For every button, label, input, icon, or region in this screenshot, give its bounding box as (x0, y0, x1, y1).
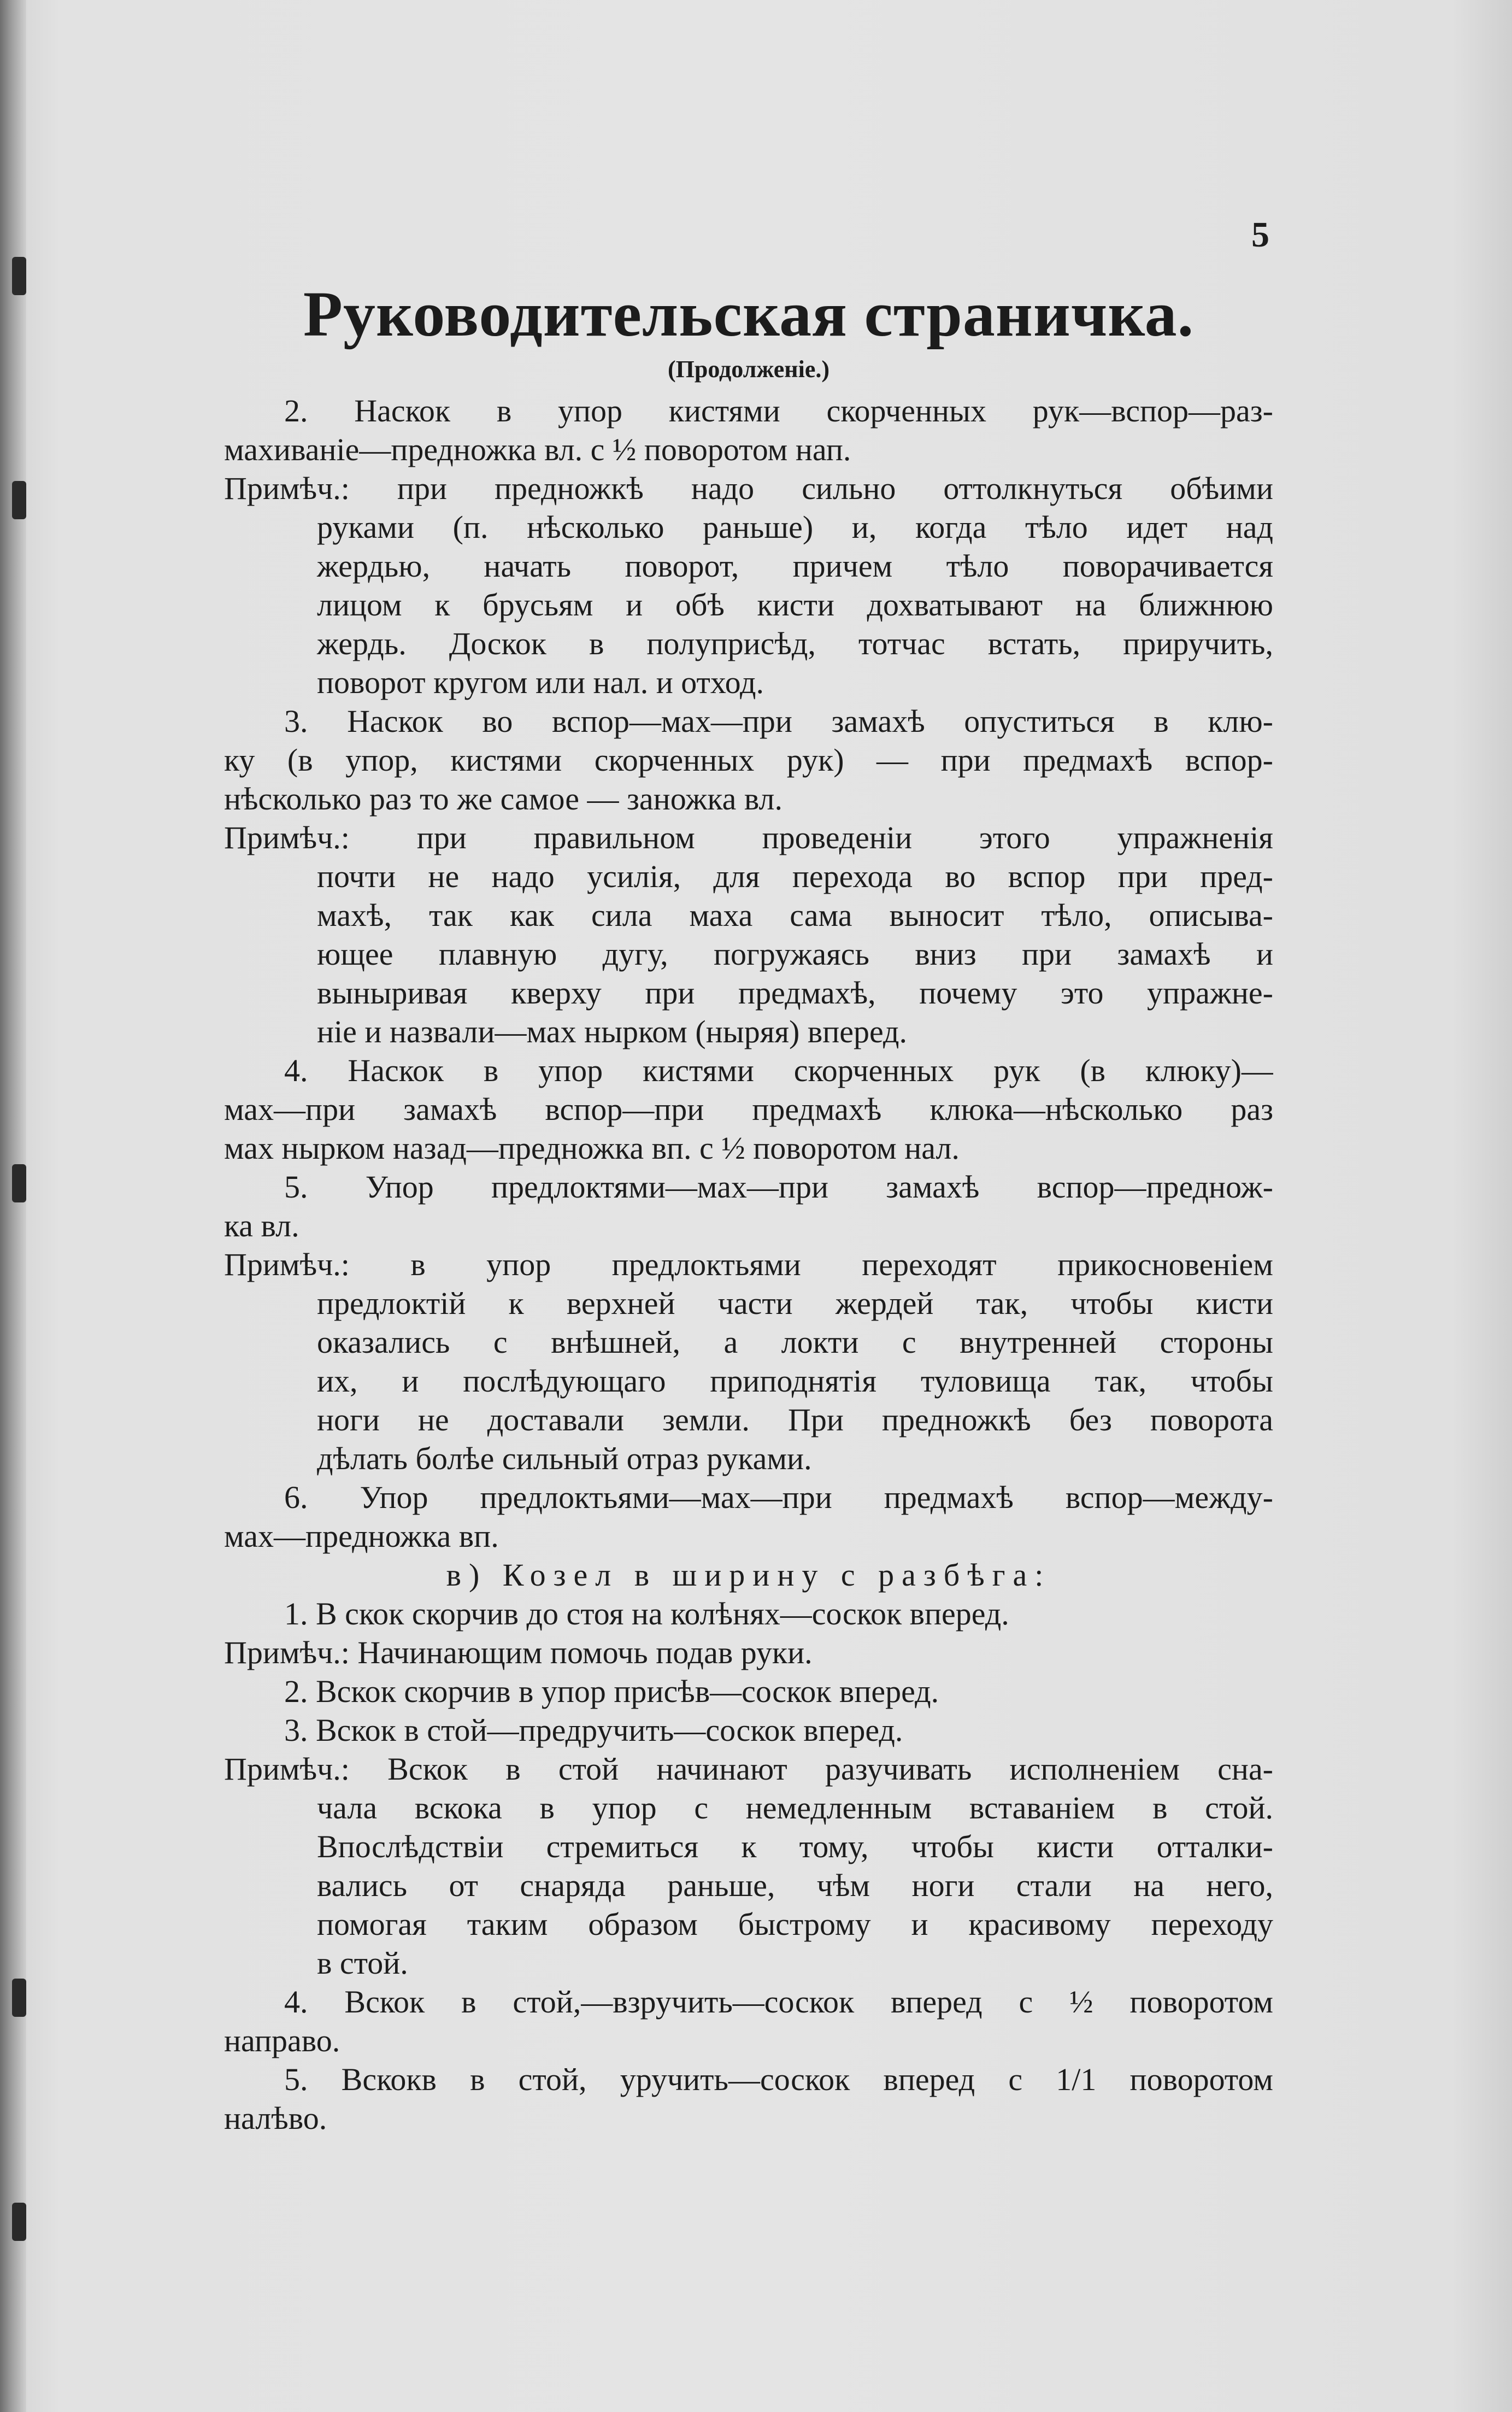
text-line: выныривая кверху при предмахѣ, почему это упражне- (317, 975, 1273, 1011)
text-line: мах—предножка вп. (224, 1518, 499, 1554)
text-line: Примѣч.: при правильном проведеніи этого упражненія (224, 820, 1273, 855)
binding-mark (12, 481, 26, 519)
text-line: помогая таким образом быстрому и красивому переходу (317, 1906, 1273, 1942)
text-line: чала вскока в упор с немедленным вставаніем в стой. (317, 1790, 1273, 1826)
text-line: поворот кругом или нал. и отход. (317, 665, 764, 700)
page-number: 5 (1251, 215, 1269, 255)
text-line: направо. (224, 2023, 340, 2058)
page-title: Руководительская страничка. (303, 278, 1195, 350)
text-line: Примѣч.: в упор предлоктьями переходят прикосновеніем (224, 1247, 1273, 1282)
text-line: в) Козел в ширину с разбѣга: (446, 1557, 1051, 1593)
text-line: оказались с внѣшней, а локти с внутренней стороны (317, 1324, 1273, 1360)
text-line: почти не надо усилія, для перехода во вспор при пред- (317, 859, 1273, 894)
text-line: Примѣч.: Вскок в стой начинают разучивать исполненіем сна- (224, 1751, 1273, 1787)
text-line: 2. Вскок скорчив в упор присѣв—соскок вперед. (284, 1674, 939, 1709)
binding-mark (12, 2203, 26, 2241)
text-line: налѣво. (224, 2100, 327, 2136)
text-line: Впослѣдствіи стремиться к тому, чтобы кисти отталки- (317, 1829, 1273, 1864)
text-line: жердь. Доскок в полуприсѣд, тотчас встать, приручить, (317, 626, 1273, 661)
text-line: мах нырком назад—предножка вп. с ½ поворотом нал. (224, 1130, 960, 1166)
body-text (224, 391, 1273, 2138)
text-line: руками (п. нѣсколько раньше) и, когда тѣло идет над (317, 509, 1273, 545)
text-line: 6. Упор предлоктьями—мах—при предмахѣ вспор—между- (284, 1480, 1273, 1515)
text-line: в стой. (317, 1945, 408, 1981)
text-line: махѣ, так как сила маха сама выносит тѣло, описыва- (317, 897, 1273, 933)
text-line: ноги не доставали земли. При предножкѣ без поворота (317, 1402, 1273, 1437)
text-line: их, и послѣдующаго приподнятія туловища так, чтобы (317, 1363, 1273, 1399)
binding-mark (12, 1164, 26, 1202)
text-line: предлоктій к верхней части жердей так, чтобы кисти (317, 1286, 1273, 1321)
text-line: 4. Наскок в упор кистями скорченных рук (в клюку)— (284, 1053, 1273, 1088)
text-line: 4. Вскок в стой,—взручить—соскок вперед с ½ поворотом (284, 1984, 1273, 2020)
text-line: Примѣч.: Начинающим помочь подав руки. (224, 1635, 813, 1670)
text-line: нѣсколько раз то же самое — заножка вл. (224, 781, 783, 817)
page-subtitle: (Продолженіе.) (667, 356, 830, 383)
text-line: 5. Упор предлоктями—мах—при замахѣ вспор—преднож- (284, 1169, 1273, 1205)
text-line: лицом к брусьям и обѣ кисти дохватывают на ближнюю (317, 587, 1273, 623)
text-line: ющее плавную дугу, погружаясь вниз при замахѣ и (317, 936, 1273, 972)
text-line: ніе и назвали—мах нырком (ныряя) вперед. (317, 1014, 908, 1049)
text-line: ку (в упор, кистями скорченных рук) — при предмахѣ вспор- (224, 742, 1273, 778)
text-line: ка вл. (224, 1208, 299, 1243)
binding-mark (12, 1979, 26, 2017)
text-line: дѣлать болѣе сильный отраз руками. (317, 1441, 812, 1476)
text-line: 3. Вскок в стой—предручить—соскок вперед. (284, 1712, 903, 1748)
text-line: жердью, начать поворот, причем тѣло поворачивается (317, 548, 1273, 584)
text-line: мах—при замахѣ вспор—при предмахѣ клюка—нѣсколько раз (224, 1091, 1273, 1127)
text-line: 2. Наскок в упор кистями скорченных рук—вспор—раз- (284, 393, 1273, 429)
text-line: махиваніе—предножка вл. с ½ поворотом нап. (224, 432, 851, 467)
text-line: Примѣч.: при предножкѣ надо сильно оттолкнуться обѣими (224, 471, 1273, 506)
binding-mark (12, 257, 26, 295)
text-line: 5. Вскокв в стой, уручить—соскок вперед с 1/1 поворотом (284, 2062, 1273, 2097)
page-binding-edge (0, 0, 26, 2412)
text-line: 3. Наскок во вспор—мах—при замахѣ опуститься в клю- (284, 703, 1273, 739)
text-line: 1. В скок скорчив до стоя на колѣнях—соскок вперед. (284, 1596, 1009, 1632)
text-line: вались от снаряда раньше, чѣм ноги стали на него, (317, 1868, 1273, 1903)
